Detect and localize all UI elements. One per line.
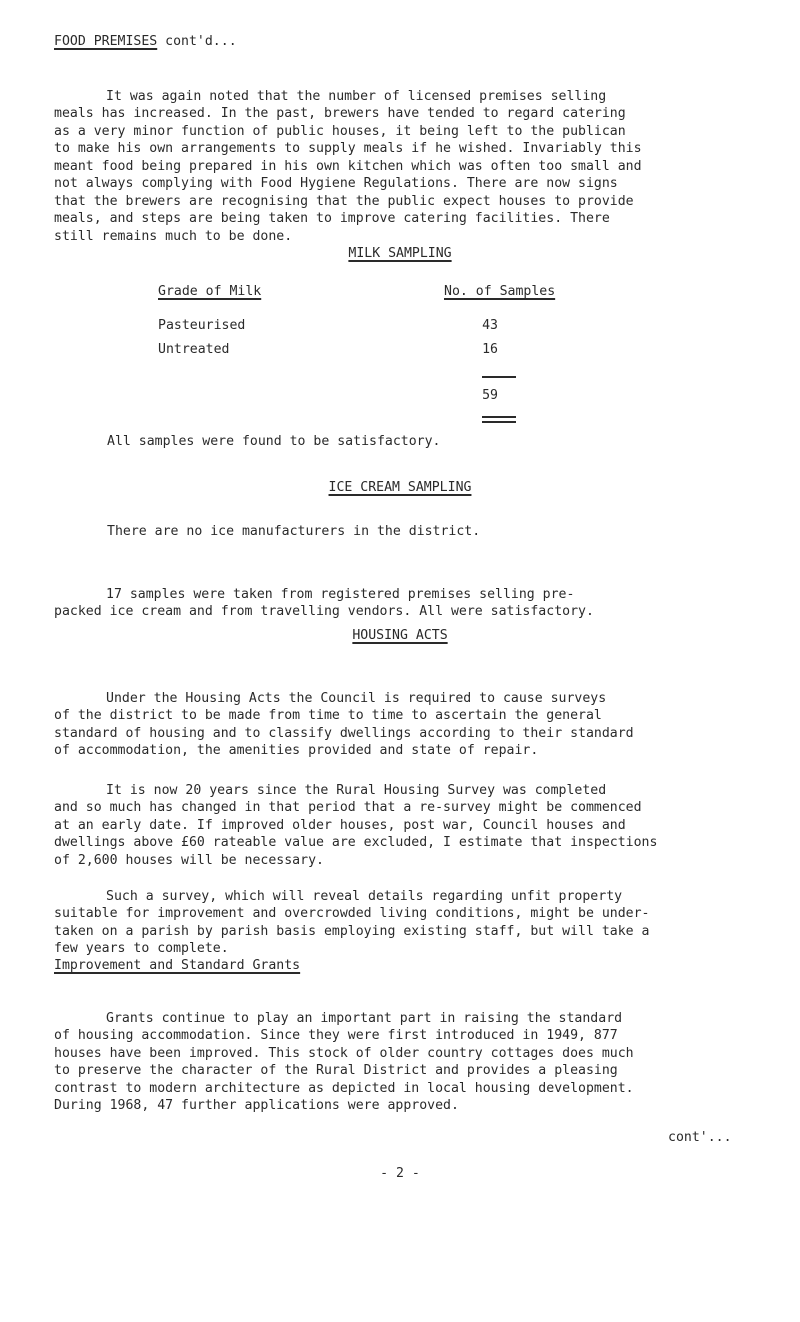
housing-para3 <box>54 870 754 958</box>
section-header <box>54 34 237 49</box>
housing-para2-text: It is now 20 years since the Rural Housing Survey was completed and so much has changed in that period that a re-survey might be commenced at an early date. If improved older houses, post war, Council houses and dwellings above £60 rateable value are excluded, I estimate that inspections of 2,600 houses will be necessary. <box>54 782 658 868</box>
total-rule-2 <box>482 421 516 423</box>
housing-para1 <box>54 672 754 760</box>
food-paragraph <box>54 70 754 245</box>
header-suffix: cont'd... <box>165 34 237 49</box>
milk-heading: MILK SAMPLING <box>348 246 452 261</box>
milk-col-samples: No. of Samples <box>444 284 556 299</box>
grants-para <box>54 992 754 1115</box>
milk-row-grade: Untreated <box>158 342 230 357</box>
housing-para2 <box>54 764 754 869</box>
milk-note: All samples were found to be satisfactory. <box>107 434 441 449</box>
continued-marker: cont'... <box>668 1130 732 1145</box>
milk-total: 59 <box>482 388 498 403</box>
milk-col-grade: Grade of Milk <box>158 284 262 299</box>
ice-cream-para1: There are no ice manufacturers in the district. <box>107 524 481 539</box>
milk-heading-wrap <box>0 246 800 261</box>
housing-para3-text: Such a survey, which will reveal details regarding unfit property suitable for improvement and overcrowded living conditions, might be under- taken on a parish by parish basis employing existing staff, but will take a few years to complete. <box>54 888 650 956</box>
ice-cream-heading: ICE CREAM SAMPLING <box>328 480 472 495</box>
ice-cream-heading-wrap <box>0 480 800 495</box>
housing-para1-text: Under the Housing Acts the Council is required to cause surveys of the district to be made from time to time to ascertain the general standard of housing and to classify dwellings according to their standard of accommodation, the amenities provided and state of repair. <box>54 690 634 758</box>
milk-row-count: 43 <box>482 318 498 333</box>
grants-heading: Improvement and Standard Grants <box>54 958 301 973</box>
total-rule-1 <box>482 416 516 418</box>
housing-heading: HOUSING ACTS <box>352 628 448 643</box>
milk-row-count: 16 <box>482 342 498 357</box>
grants-para-text: Grants continue to play an important part in raising the standard of housing accommodation. Since they were first introduced in 1949, 877 houses have been improved. This stock of older country cottages does much to preserve the character of the Rural District and provides a pleasing contrast to modern architecture as depicted in local housing development. During 1968, 47 further applications were approved. <box>54 1010 634 1113</box>
housing-heading-wrap <box>0 628 800 643</box>
ice-cream-para2-text: 17 samples were taken from registered premises selling pre- packed ice cream and from travelling vendors. All were satisfactory. <box>54 586 594 619</box>
milk-row-grade: Pasteurised <box>158 318 246 333</box>
ice-cream-para2 <box>54 568 754 621</box>
subtotal-rule <box>482 376 516 378</box>
page-number: - 2 - <box>380 1166 420 1181</box>
header-title: FOOD PREMISES <box>54 34 158 49</box>
food-paragraph-text: It was again noted that the number of licensed premises selling meals has increased. In the past, brewers have tended to regard catering as a very minor function of public houses, it being left to the publican to make his own arrangements to supply meals if he wished. Invariably this meant food being prepared in his own kitchen which was often too small and not always complying with Food Hygiene Regulations. There are now signs that the brewers are recognising that the public expect houses to provide meals, and steps are being taken to improve catering facilities. There still remains much to be done. <box>54 88 642 244</box>
